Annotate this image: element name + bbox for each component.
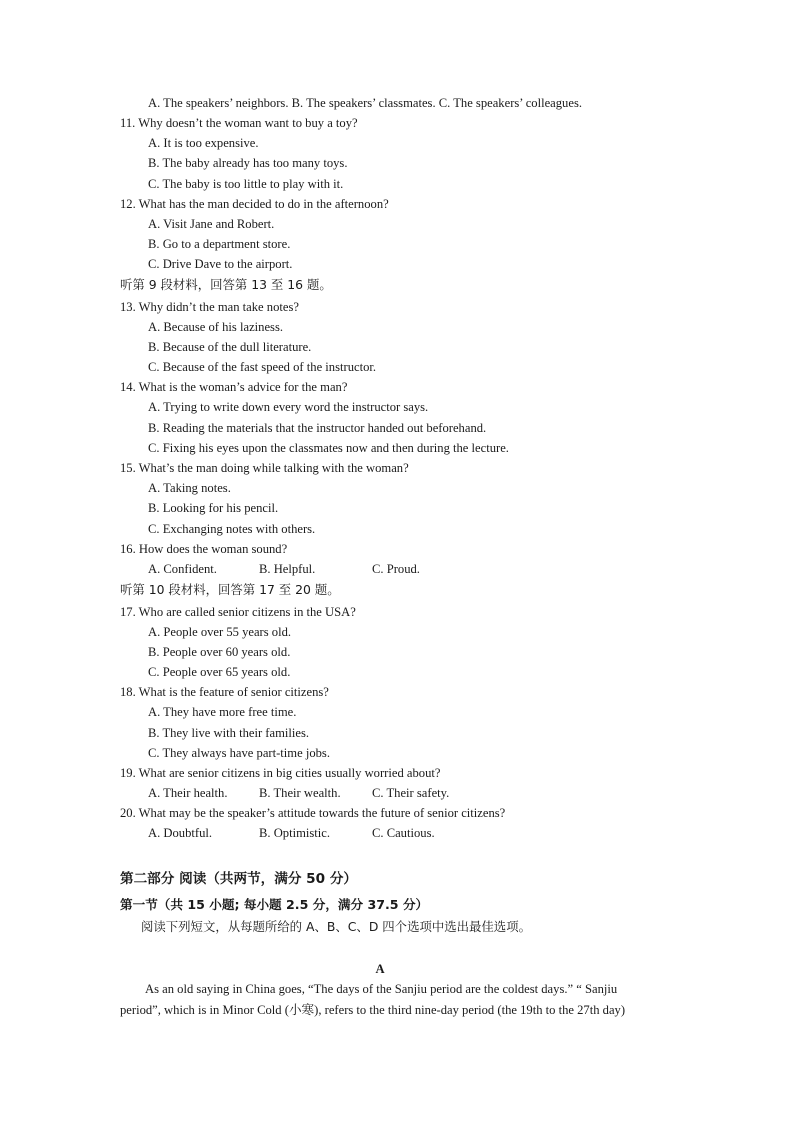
part-2-heading: 第二部分 阅读（共两节，满分 50 分） — [120, 871, 358, 887]
q12-option-c: C. Drive Dave to the airport. — [148, 257, 293, 271]
q12-option-a: A. Visit Jane and Robert. — [148, 217, 275, 231]
q19-option-c: C. Their safety. — [372, 786, 450, 800]
section-1-heading: 第一节（共 15 小题; 每小题 2.5 分，满分 37.5 分） — [120, 897, 429, 912]
q20-option-a: A. Doubtful. — [148, 826, 213, 840]
q13-option-a: A. Because of his laziness. — [148, 320, 283, 334]
q19-options — [148, 785, 449, 801]
q13-option-c: C. Because of the fast speed of the instructor. — [148, 360, 377, 374]
q12-stem: 12. What has the man decided to do in the afternoon? — [120, 197, 389, 211]
section-10-instruction: 听第 10 段材料，回答第 17 至 20 题。 — [120, 582, 340, 597]
q15-option-c: C. Exchanging notes with others. — [148, 522, 316, 536]
q11-option-b: B. The baby already has too many toys. — [148, 156, 348, 170]
q13-stem: 13. Why didn’t the man take notes? — [120, 300, 299, 314]
q16-option-c: C. Proud. — [372, 562, 420, 576]
section-9-instruction: 听第 9 段材料，回答第 13 至 16 题。 — [120, 277, 332, 292]
q18-stem: 18. What is the feature of senior citizens? — [120, 685, 329, 699]
q17-option-a: A. People over 55 years old. — [148, 625, 292, 639]
q16-options — [148, 561, 420, 577]
q18-option-a: A. They have more free time. — [148, 705, 297, 719]
reading-instruction: 阅读下列短文，从每题所给的 A、B、C、D 四个选项中选出最佳选项。 — [141, 919, 531, 934]
q13-option-b: B. Because of the dull literature. — [148, 340, 312, 354]
q16-option-a: A. Confident. — [148, 562, 217, 576]
q19-option-a: A. Their health. — [148, 786, 228, 800]
q20-options — [148, 825, 435, 841]
passage-title: A — [375, 962, 385, 976]
q20-option-b: B. Optimistic. — [259, 826, 331, 840]
q11-option-a: A. It is too expensive. — [148, 136, 259, 150]
q19-option-b: B. Their wealth. — [259, 786, 341, 800]
q10-options: A. The speakers’ neighbors. B. The speakers’ classmates. C. The speakers’ colleagues. — [148, 96, 582, 110]
q18-option-c: C. They always have part-time jobs. — [148, 746, 330, 760]
passage-line-2: period”, which is in Minor Cold (小寒), refers to the third nine-day period (the 19th to the 27th day) — [120, 1003, 626, 1017]
q16-option-b: B. Helpful. — [259, 562, 316, 576]
q15-option-b: B. Looking for his pencil. — [148, 501, 279, 515]
q14-option-b: B. Reading the materials that the instructor handed out beforehand. — [148, 421, 487, 435]
q20-stem: 20. What may be the speaker’s attitude towards the future of senior citizens? — [120, 806, 506, 820]
q16-stem: 16. How does the woman sound? — [120, 542, 288, 556]
q17-option-b: B. People over 60 years old. — [148, 645, 291, 659]
q12-option-b: B. Go to a department store. — [148, 237, 291, 251]
q11-stem: 11. Why doesn’t the woman want to buy a toy? — [120, 116, 358, 130]
q17-option-c: C. People over 65 years old. — [148, 665, 291, 679]
q14-option-a: A. Trying to write down every word the instructor says. — [148, 400, 429, 414]
q11-option-c: C. The baby is too little to play with it. — [148, 177, 344, 191]
q18-option-b: B. They live with their families. — [148, 726, 310, 740]
q15-stem: 15. What’s the man doing while talking with the woman? — [120, 461, 409, 475]
q14-stem: 14. What is the woman’s advice for the man? — [120, 380, 348, 394]
passage-line-1: As an old saying in China goes, “The days of the Sanjiu period are the coldest days.” “ Sanjiu — [145, 982, 618, 996]
q17-stem: 17. Who are called senior citizens in the USA? — [120, 605, 356, 619]
q14-option-c: C. Fixing his eyes upon the classmates now and then during the lecture. — [148, 441, 509, 455]
q19-stem: 19. What are senior citizens in big cities usually worried about? — [120, 766, 441, 780]
q15-option-a: A. Taking notes. — [148, 481, 231, 495]
q20-option-c: C. Cautious. — [372, 826, 435, 840]
